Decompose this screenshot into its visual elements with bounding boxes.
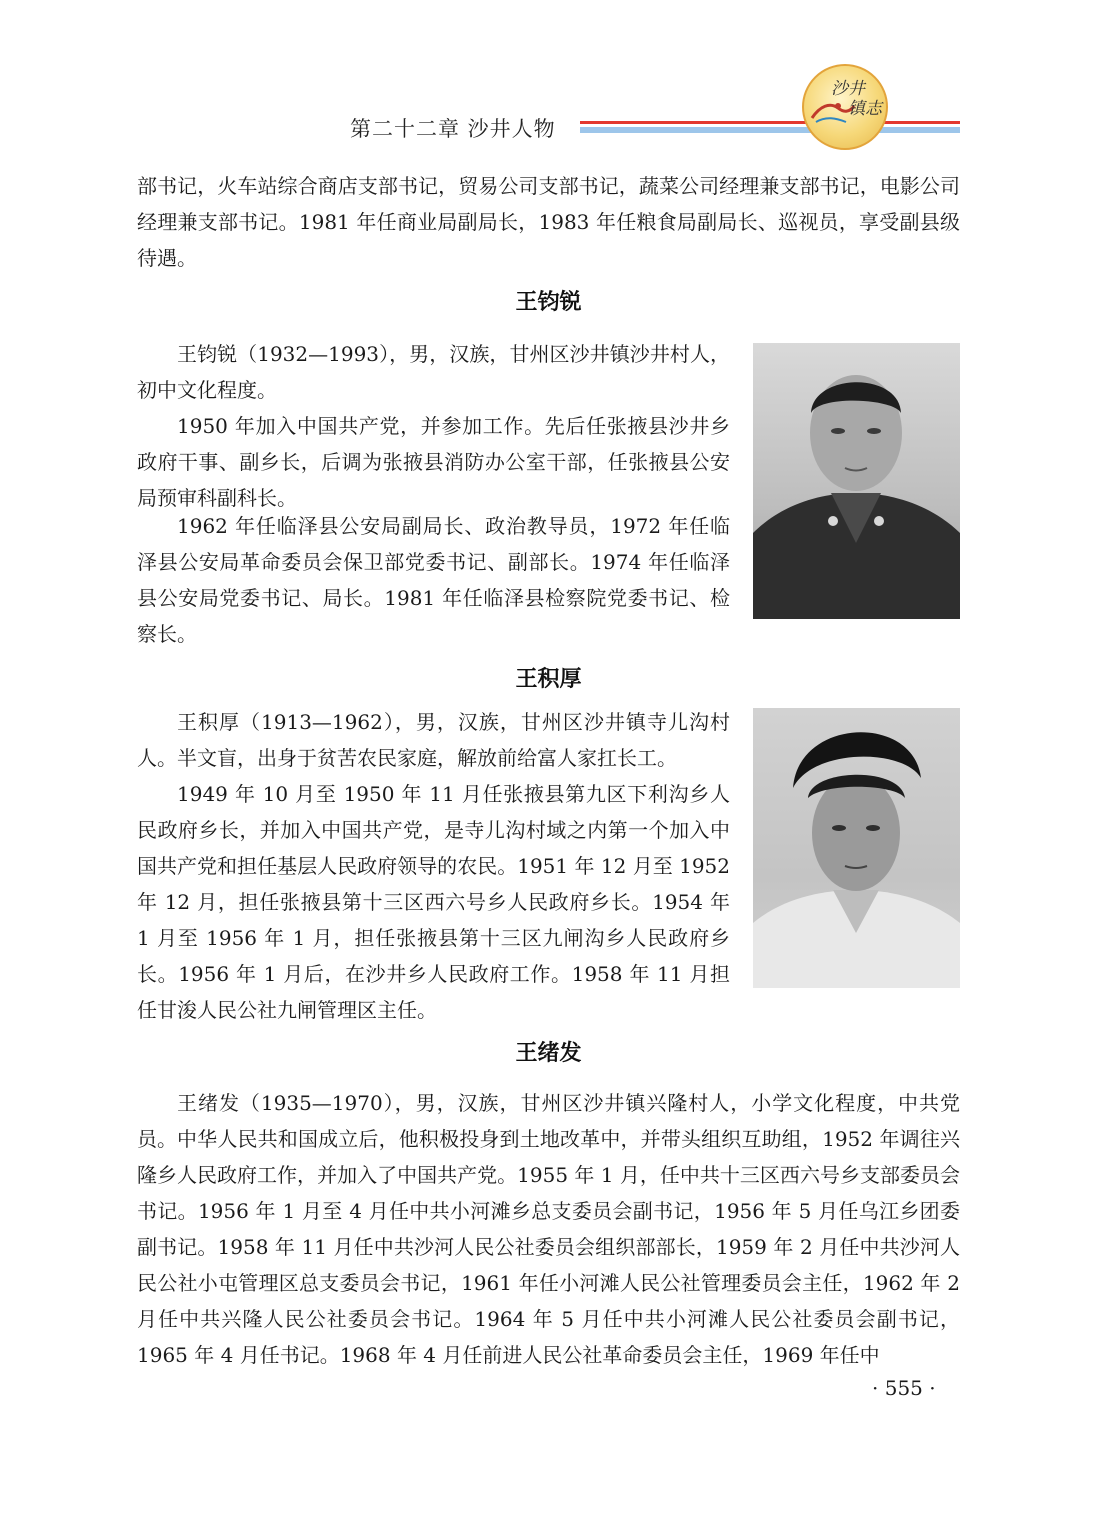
logo-text-line2: 镇志 (848, 99, 882, 119)
header-rule-red (580, 121, 960, 124)
section-heading: 王积厚 (515, 667, 582, 692)
biography-paragraph: 中华人民共和国成立后，他积极投身到土地改革中，并带头组织互助组，1952 年调往兴隆乡人民政府工作，并加入了中国共产党。1955 年 1 月，任中共十三区西六号乡支部委员会书记。1956 年 1 月至 4 月任中共小河滩乡总支委员会副书记，1956 年 5 月任乌江乡团委副书记。1958 年 11 月任中共沙河人民公社委员会组织部部长，1959 年 2 月任中共沙河人民公社小屯管理区总支委员会书记，1961 年任小河滩人民公社管理委员会主任，1962 年 2 月任中共兴隆人民公社委员会书记。1964 年 5 月任中共小河滩人民公社委员会副书记，1965 年 4 月任书记。1968 年 4 月任前进人民公社革命委员会主任，1969 年任中 (137, 1127, 960, 1367)
portrait-photo (753, 708, 960, 988)
section-heading: 王绪发 (515, 1041, 582, 1066)
intro-paragraph: 部书记，火车站综合商店支部书记，贸易公司支部书记，蔬菜公司经理兼支部书记，电影公司经理兼支部书记。1981 年任商业局副局长，1983 年任粮食局副局长、巡视员，享受副县级待遇。 (137, 174, 960, 270)
biography-paragraph: 王钧锐（1932—1993），男，汉族，甘州区沙井镇沙井村人，初中文化程度。 (137, 342, 730, 402)
town-chronicle-logo (802, 64, 888, 150)
section-heading: 王钧锐 (515, 290, 582, 315)
chapter-title: 第二十二章 沙井人物 (350, 117, 556, 141)
biography-paragraph: 1949 年 10 月至 1950 年 11 月任张掖县第九区下利沟乡人民政府乡长，并加入中国共产党，是寺儿沟村域之内第一个加入中国共产党和担任基层人民政府领导的农民。1951 年 12 月至 1952 年 12 月，担任张掖县第十三区西六号乡人民政府乡长。1954 年 1 月至 1956 年 1 月，担任张掖县第十三区九闸沟乡人民政府乡长。1956 年 1 月后，在沙井乡人民政府工作。1958 年 11 月担任甘浚人民公社九闸管理区主任。 (137, 782, 730, 1022)
header-rule-blue (580, 127, 960, 133)
biography-paragraph: 1962 年任临泽县公安局副局长、政治教导员，1972 年任临泽县公安局革命委员会保卫部党委书记、副部长。1974 年任临泽县公安局党委书记、局长。1981 年任临泽县检察院党委书记、检察长。 (137, 514, 730, 646)
biography-paragraph: 王积厚（1913—1962），男，汉族，甘州区沙井镇寺儿沟村人。半文盲，出身于贫苦农民家庭，解放前给富人家扛长工。 (137, 710, 730, 770)
page-number: · 555 · (872, 1376, 936, 1400)
logo-text-line1: 沙井 (831, 79, 865, 99)
biography-paragraph: 1950 年加入中国共产党，并参加工作。先后任张掖县沙井乡政府干事、副乡长，后调为张掖县消防办公室干部，任张掖县公安局预审科副科长。 (137, 414, 730, 510)
biography-paragraph: 王绪发（1935—1970），男，汉族，甘州区沙井镇兴隆村人，小学文化程度，中共党员。 (137, 1091, 960, 1151)
portrait-photo (753, 343, 960, 619)
